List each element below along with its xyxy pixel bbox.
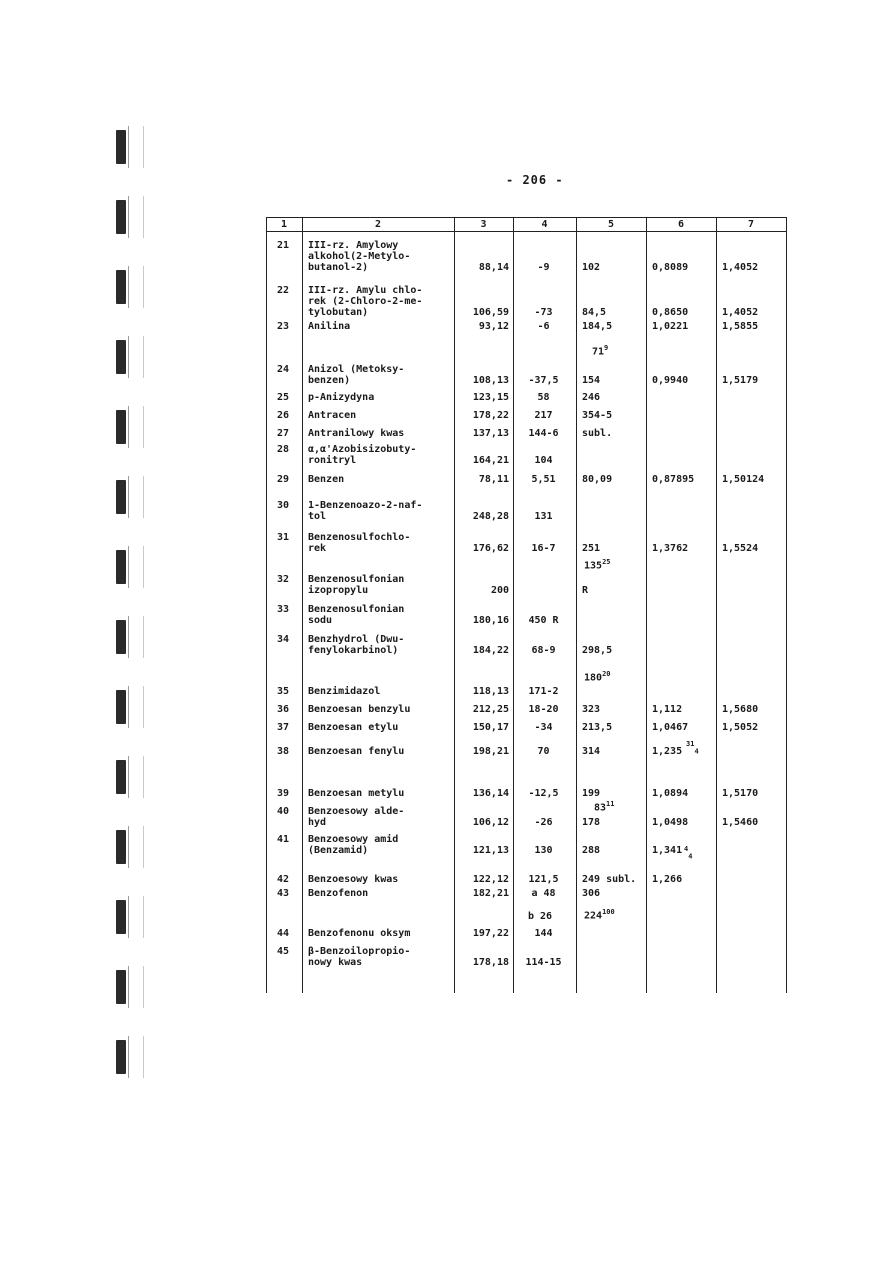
melting-point-cell: -12,5 (528, 788, 559, 799)
compound-name-cell: Benzoesowy alde- hyd (308, 806, 405, 828)
row-number-cell: 36 (276, 704, 290, 715)
row-number-cell: 44 (276, 928, 290, 939)
molar-mass-cell: 180,16 (472, 615, 509, 626)
compound-name-cell: Benzhydrol (Dwu- fenylokarbinol) (308, 634, 405, 656)
molar-mass-cell: 122,12 (472, 874, 509, 885)
molar-mass-cell: 176,62 (472, 543, 509, 554)
melting-point-cell: 131 (534, 511, 553, 522)
melting-point-cell: -26 (534, 817, 553, 828)
melting-point-cell: 144 (534, 928, 553, 939)
compound-name-cell: III-rz. Amylu chlo- rek (2-Chloro-2-me- tylobutan) (308, 285, 423, 318)
compound-name-cell: Benzoesan benzylu (308, 704, 411, 715)
compound-name-cell: Benzoesan fenylu (308, 746, 405, 757)
melting-point-cell: a 48 (531, 888, 556, 899)
molar-mass-cell: 197,22 (472, 928, 509, 939)
compound-name-cell: 1-Benzenoazo-2-naf- tol (308, 500, 423, 522)
row-number-cell: 23 (276, 321, 290, 332)
density-cell: 0,8089 (652, 262, 689, 273)
density-cell: 1,0498 (652, 817, 689, 828)
boiling-point-cell: 354-5 (582, 410, 613, 421)
melting-point-cell: 450 R (528, 615, 559, 626)
row-number-cell: 30 (276, 500, 290, 511)
refractive-index-cell: 1,4052 (722, 262, 759, 273)
compound-name-cell: Anilina (308, 321, 351, 332)
row-number-cell: 31 (276, 532, 290, 543)
column-header-6: 6 (677, 219, 685, 230)
boiling-point-cell: 288 (582, 845, 601, 856)
compound-name-cell: Benzenosulfonian sodu (308, 604, 405, 626)
row-number-cell: 26 (276, 410, 290, 421)
molar-mass-cell: 184,22 (472, 645, 509, 656)
compound-name-cell: Benzofenonu oksym (308, 928, 411, 939)
boiling-point-cell: R (582, 585, 589, 596)
melting-point-cell: -9 (537, 262, 550, 273)
melting-point-cell: -73 (534, 307, 553, 318)
compound-name-cell: Benzoesan metylu (308, 788, 405, 799)
molar-mass-cell: 123,15 (472, 392, 509, 403)
boiling-point-cell: 184,5 (582, 321, 613, 332)
molar-mass-cell: 118,13 (472, 686, 509, 697)
row-number-cell: 32 (276, 574, 290, 585)
refractive-index-cell: 1,5052 (722, 722, 759, 733)
bp-note-23: $71^9$ (592, 344, 609, 358)
melting-point-cell: 144-6 (528, 428, 559, 439)
compound-name-cell: Benzoesan etylu (308, 722, 399, 733)
melting-point-cell: 58 (537, 392, 550, 403)
compound-name-cell: Benzimidazol (308, 686, 381, 697)
bp-note-34: $180^{20}$ (584, 670, 611, 684)
boiling-point-cell: 246 (582, 392, 601, 403)
boiling-point-cell: 178 (582, 817, 601, 828)
density-cell: 1,0894 (652, 788, 689, 799)
molar-mass-cell: 248,28 (472, 511, 509, 522)
melting-point-cell: 70 (537, 746, 550, 757)
row-number-cell: 27 (276, 428, 290, 439)
boiling-point-cell: 213,5 (582, 722, 613, 733)
molar-mass-cell: 200 (490, 585, 509, 596)
boiling-point-cell: subl. (582, 428, 613, 439)
row-number-cell: 28 (276, 444, 290, 455)
boiling-point-cell: 102 (582, 262, 601, 273)
compound-name-cell: Benzenosulfochlo- rek (308, 532, 411, 554)
density-cell: 1,0221 (652, 321, 689, 332)
molar-mass-cell: 178,22 (472, 410, 509, 421)
refractive-index-cell: 1,5179 (722, 375, 759, 386)
melting-point-cell: -37,5 (528, 375, 559, 386)
molar-mass-cell: 106,59 (472, 307, 509, 318)
column-header-5: 5 (607, 219, 615, 230)
row-number-cell: 29 (276, 474, 290, 485)
molar-mass-cell: 137,13 (472, 428, 509, 439)
column-header-2: 2 (374, 219, 382, 230)
melting-point-cell: 68-9 (531, 645, 556, 656)
boiling-point-cell: 249 subl. (582, 874, 637, 885)
boiling-point-cell: 298,5 (582, 645, 613, 656)
melting-point-cell: 130 (534, 845, 553, 856)
refractive-index-cell: 1,5170 (722, 788, 759, 799)
bp-note-39: $83^{11}$ (594, 800, 615, 814)
row-number-cell: 21 (276, 240, 290, 251)
column-header-4: 4 (541, 219, 548, 230)
row-number-cell: 42 (276, 874, 290, 885)
molar-mass-cell: 136,14 (472, 788, 509, 799)
density-cell: 1,0467 (652, 722, 689, 733)
density-cell: 1,341 (652, 845, 683, 856)
page-number: - 206 - (506, 173, 564, 187)
data-table (266, 217, 787, 993)
boiling-point-cell: 251 (582, 543, 601, 554)
mp-note-43: b 26 (528, 911, 553, 922)
compound-name-cell: p-Anizydyna (308, 392, 375, 403)
molar-mass-cell: 78,11 (478, 474, 509, 485)
molar-mass-cell: 164,21 (472, 455, 509, 466)
melting-point-cell: 16-7 (531, 543, 556, 554)
compound-name-cell: Anizol (Metoksy- benzen) (308, 364, 405, 386)
density-cell: 0,9940 (652, 375, 689, 386)
density-note-41: $^4_4$ (684, 845, 693, 861)
refractive-index-cell: 1,5680 (722, 704, 759, 715)
row-number-cell: 43 (276, 888, 290, 899)
compound-name-cell: Benzofenon (308, 888, 369, 899)
row-number-cell: 22 (276, 285, 290, 296)
compound-name-cell: III-rz. Amylowy alkohol(2-Metylo- butanol-2) (308, 240, 411, 273)
column-header-7: 7 (747, 219, 755, 230)
compound-name-cell: β-Benzoilopropio- nowy kwas (308, 946, 411, 968)
column-header-3: 3 (480, 219, 487, 230)
molar-mass-cell: 88,14 (478, 262, 509, 273)
molar-mass-cell: 93,12 (478, 321, 509, 332)
melting-point-cell: -6 (537, 321, 550, 332)
melting-point-cell: 171-2 (528, 686, 559, 697)
row-number-cell: 45 (276, 946, 290, 957)
molar-mass-cell: 106,12 (472, 817, 509, 828)
refractive-index-cell: 1,50124 (722, 474, 765, 485)
row-number-cell: 38 (276, 746, 290, 757)
compound-name-cell: Benzoesowy kwas (308, 874, 399, 885)
refractive-index-cell: 1,5855 (722, 321, 759, 332)
column-header-1: 1 (280, 219, 288, 230)
compound-name-cell: Benzen (308, 474, 345, 485)
molar-mass-cell: 198,21 (472, 746, 509, 757)
row-number-cell: 39 (276, 788, 290, 799)
melting-point-cell: 18-20 (528, 704, 559, 715)
density-cell: 1,266 (652, 874, 683, 885)
molar-mass-cell: 150,17 (472, 722, 509, 733)
row-number-cell: 34 (276, 634, 290, 645)
boiling-point-cell: 199 (582, 788, 601, 799)
melting-point-cell: 217 (534, 410, 553, 421)
melting-point-cell: 114-15 (525, 957, 562, 968)
melting-point-cell: 104 (534, 455, 553, 466)
melting-point-cell: -34 (534, 722, 553, 733)
density-cell: 1,112 (652, 704, 683, 715)
density-cell: 0,87895 (652, 474, 695, 485)
row-number-cell: 41 (276, 834, 290, 845)
row-number-cell: 37 (276, 722, 290, 733)
density-cell: 0,8650 (652, 307, 689, 318)
compound-name-cell: Antranilowy kwas (308, 428, 405, 439)
molar-mass-cell: 108,13 (472, 375, 509, 386)
boiling-point-cell: 306 (582, 888, 601, 899)
compound-name-cell: Antracen (308, 410, 357, 421)
boiling-point-cell: 80,09 (582, 474, 613, 485)
row-number-cell: 35 (276, 686, 290, 697)
melting-point-cell: 121,5 (528, 874, 559, 885)
compound-name-cell: Benzoesowy amid (Benzamid) (308, 834, 399, 856)
melting-point-cell: 5,51 (531, 474, 556, 485)
bp-note-43: $224^{100}$ (584, 908, 615, 922)
boiling-point-cell: 154 (582, 375, 601, 386)
row-number-cell: 25 (276, 392, 290, 403)
bp-note-31: $135^{25}$ (584, 558, 611, 572)
boiling-point-cell: 323 (582, 704, 601, 715)
molar-mass-cell: 182,21 (472, 888, 509, 899)
compound-name-cell: Benzenosulfonian izopropylu (308, 574, 405, 596)
refractive-index-cell: 1,4052 (722, 307, 759, 318)
compound-name-cell: α,α'Azobisizobuty- ronitryl (308, 444, 417, 466)
boiling-point-cell: 314 (582, 746, 601, 757)
spiral-binding (108, 100, 140, 1095)
refractive-index-cell: 1,5524 (722, 543, 759, 554)
row-number-cell: 40 (276, 806, 290, 817)
row-number-cell: 33 (276, 604, 290, 615)
boiling-point-cell: 84,5 (582, 307, 607, 318)
molar-mass-cell: 121,13 (472, 845, 509, 856)
molar-mass-cell: 178,18 (472, 957, 509, 968)
density-cell: 1,3762 (652, 543, 689, 554)
row-number-cell: 24 (276, 364, 290, 375)
density-note-38: $^{31}_4$ (686, 740, 699, 756)
molar-mass-cell: 212,25 (472, 704, 509, 715)
density-cell: 1,235 (652, 746, 683, 757)
refractive-index-cell: 1,5460 (722, 817, 759, 828)
